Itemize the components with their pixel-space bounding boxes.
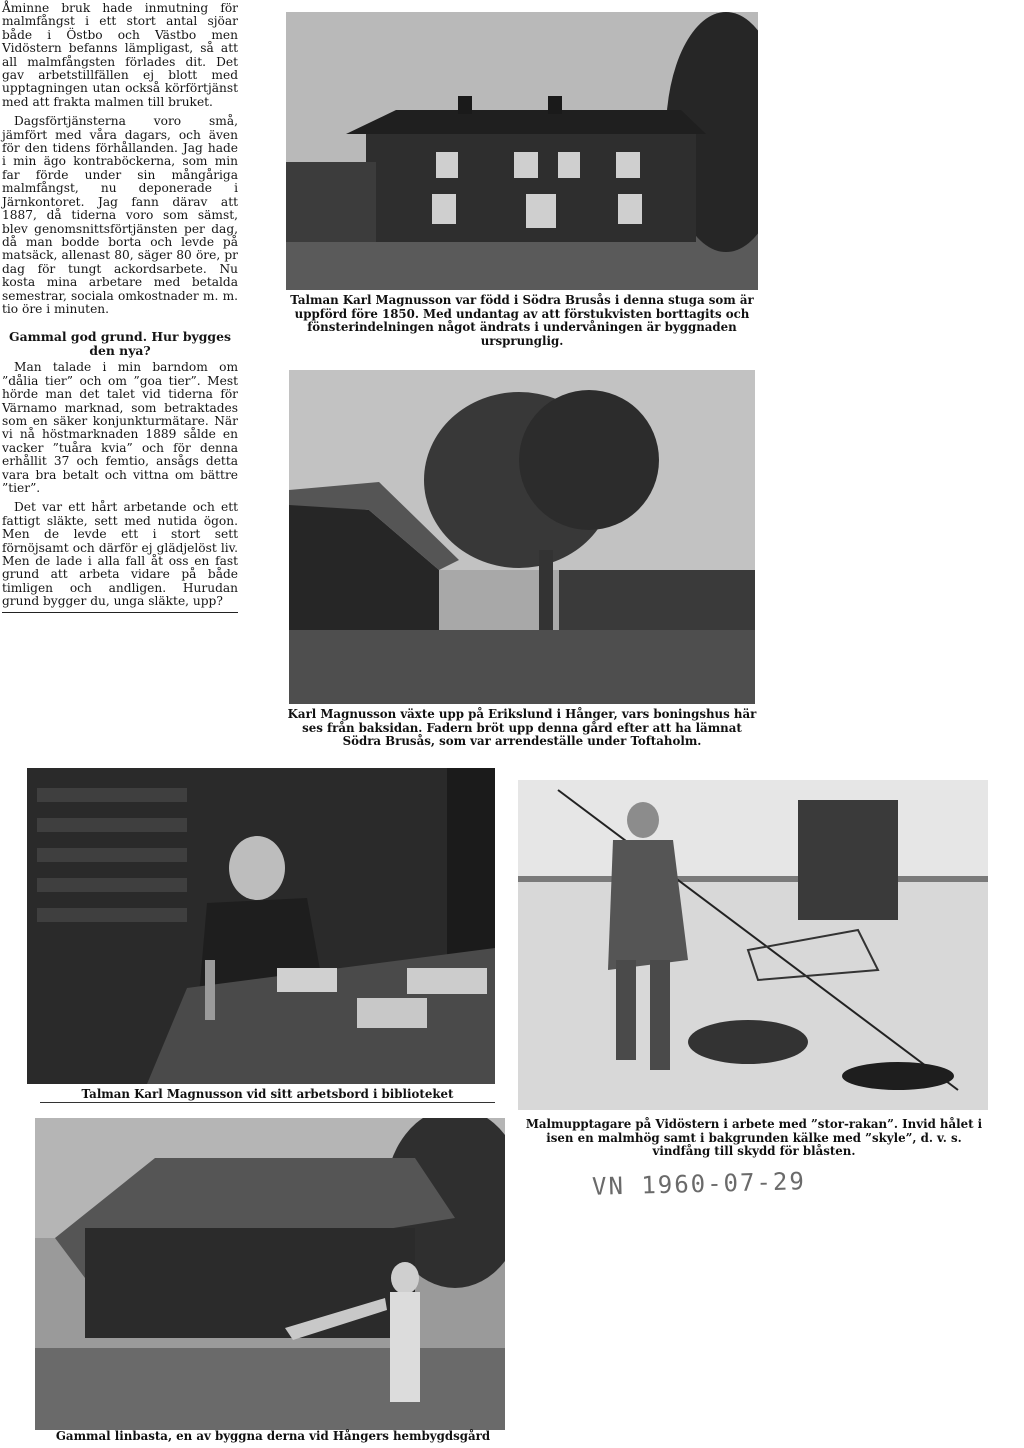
photo-erikslund-farm	[289, 370, 755, 704]
article-paragraph-1: Åminne bruk hade inmutning för malmfångst i ett stort antal sjöar både i Östbo och Västbo men Vidöstern befanns lämpligast, så att all malmfångsten förlades dit. Det gav arbetstillfällen ej blott med upptagningen utan också körförtjänst med att frakta malmen till bruket.	[2, 1, 238, 109]
photo-linbasta	[35, 1118, 505, 1430]
caption-erikslund-farm: Karl Magnusson växte upp på Erikslund i Hånger, vars boningshus här ses från baksidan. Fadern bröt upp denna gård efter att ha lämnat Södra Brusås, som var arrendeställe under Toftaholm.	[287, 707, 757, 749]
date-stamp: VN 1960-07-29	[591, 1167, 807, 1201]
article-column	[2, 2, 238, 613]
caption-birth-house: Talman Karl Magnusson var född i Södra Brusås i denna stuga som är uppförd före 1850. Med undantag av att förstukvisten borttagits och fönsterindelningen något ändrats i undervåningen är byggnaden ursprunglig.	[290, 293, 754, 348]
caption-ice-ore-fishing: Malmupptagare på Vidöstern i arbete med ”stor-rakan”. Invid hålet i isen en malmhög samt i bakgrunden kälke med ”skyle”, d. v. s. vindfång till skydd för blåsten.	[525, 1117, 983, 1159]
photo-birth-house	[286, 12, 758, 290]
photo-library-desk	[27, 768, 495, 1084]
article-end-rule	[2, 612, 238, 613]
article-paragraph-4: Det var ett hårt arbetande och ett fattigt släkte, sett med nutida ögon. Men de levde ett i stort sett förnöjsamt och därför ej glädjelöst liv. Men de lade i alla fall åt oss en fast grund att arbeta vidare på både timligen och andligen. Hurudan grund bygger du, unga släkte, upp?	[2, 500, 238, 609]
caption-linbasta: Gammal linbasta, en av byggna derna vid Hångers hembygdsgård	[55, 1429, 491, 1443]
article-paragraph-3: Man talade i min barndom om ”dålia tier” och om ”goa tier”. Mest hörde man det talet vid tiderna för Värnamo marknad, som betraktades som en säker konjunkturmätare. När vi nå höstmarknaden 1889 sålde en vacker ”tuåra kvia” och för denna erhållit 37 och femtio, ansågs detta vara bra betalt och vittna om bättre ”tier”.	[2, 360, 238, 495]
photo-ice-ore-fishing	[518, 780, 988, 1110]
article-paragraph-2: Dagsförtjänsterna voro små, jämfört med våra dagars, och även för den tidens förhållanden. Jag hade i min ägo kontraböckerna, som min far förde under sin mångåriga malmfångst, nu deponerade i Järnkontoret. Jag fann därav att 1887, då tiderna voro som sämst, blev genomsnittsförtjänsten per dag, då man bodde borta och levde på matsäck, allenast 80, säger 80 öre, pr dag för tungt ackordsarbete. Nu kosta mina arbetare med betalda semestrar, sociala omkostnader m. m. tio öre i minuten.	[2, 114, 238, 316]
article-subheading: Gammal god grund. Hur bygges den nya?	[9, 329, 231, 358]
caption-library-desk: Talman Karl Magnusson vid sitt arbetsbord i biblioteket	[40, 1088, 495, 1103]
